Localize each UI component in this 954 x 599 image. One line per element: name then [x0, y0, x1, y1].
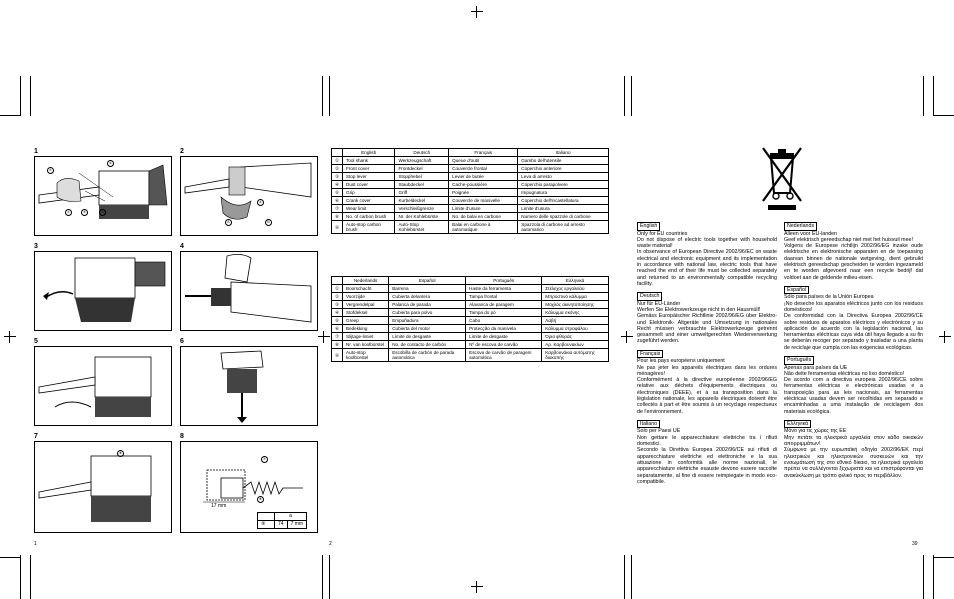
table-cell: Αρ. Καρβουνακίων: [542, 341, 609, 349]
language-heading: Español: [784, 286, 809, 295]
part-number: ①: [332, 157, 343, 165]
part-number: ③: [332, 301, 343, 309]
registration-cross: [621, 331, 633, 343]
table-cell: Coperchio dell'incastellatura: [518, 197, 609, 205]
table-cell: Καρβουνάκια αυτόματης διακοπής: [542, 349, 609, 362]
table-cell: Palanca de parada: [389, 301, 466, 309]
weee-section: [784, 420, 923, 479]
weee-text: Non gettare le apparecchiature elettriche tra i rifiuti domestici.: [637, 434, 777, 448]
weee-text: Gemäss Europäischer Richtlinie 2002/96/EG über Elektro- und Elektronik- Altgeräte und Umsetzung in nationales Recht müssen verbrauchte Elektrowerkzeuge getrennt gesammelt und einer umweltgerechten Wiederverwertung zugeführt werden.: [637, 313, 777, 345]
weee-bin-icon: [760, 145, 804, 211]
page-number-center: 2: [329, 541, 332, 547]
crop-mark: [329, 76, 330, 116]
part-number: ⑤: [332, 317, 343, 325]
table-cell: Front cover: [343, 165, 395, 173]
language-heading: Nederlands: [784, 222, 817, 231]
table-cell: Tampa do pó: [466, 309, 542, 317]
table-cell: Auto-stop carbon brush: [343, 221, 395, 234]
table-header-cell: Ελληνικά: [542, 277, 609, 285]
part-number: ②: [332, 165, 343, 173]
table-row: [332, 285, 609, 293]
weee-section: [637, 350, 777, 415]
weee-text: Geef elektrisch gereedschap niet met het huisvuil mee!: [784, 236, 913, 243]
table-cell: Leva di arresto: [518, 173, 609, 181]
table-row: [332, 349, 609, 362]
table-cell: Boorschacht: [343, 285, 389, 293]
table-cell: Escobilla de carbón de parada automática: [389, 349, 466, 362]
crop-mark: [0, 115, 21, 116]
callout-3: ③: [82, 210, 87, 214]
table-row: [332, 181, 609, 189]
table-cell: Escova de carvão de paragem automática: [466, 349, 542, 362]
weee-column-left: [637, 222, 777, 490]
table-row: [332, 333, 609, 341]
table-header-cell: [332, 277, 343, 285]
table-cell: Cubierta del motor: [389, 325, 466, 333]
language-heading: English: [637, 222, 660, 231]
table-cell: No. de contacto de carbón: [389, 341, 466, 349]
table-row: [332, 165, 609, 173]
language-heading: Ελληνικά: [784, 420, 811, 429]
weee-text: Nur für EU-Länder: [637, 300, 681, 307]
table-cell: Protecção da manivela: [466, 325, 542, 333]
table-row: [332, 173, 609, 181]
weee-section: [637, 222, 777, 287]
table-cell: Auto-stop koolborstel: [343, 349, 389, 362]
hammer-illustration: [35, 252, 171, 330]
figure-number: 8: [180, 433, 184, 440]
figure-7: [34, 441, 172, 533]
table-cell: Couvercle frontal: [449, 165, 518, 173]
figure-number: 3: [34, 243, 38, 250]
callout-8: ⑧: [258, 497, 263, 501]
table-cell: Cubierta para polvo: [389, 309, 466, 317]
weee-text: Μόνο για τις χώρες της ΕΕ: [784, 428, 847, 435]
weee-text: Conformément à la directive européenne 2002/96/EG relative aux déchets d'équipements électriques ou électroniques (DEEE), et à sa transposition dans la législation nationale, les appareils électriques doivent être collectés à part et être soumis à un recyclage respectueux de l'environnement.: [637, 377, 777, 415]
weee-text: Secondo la Direttiva Europea 2002/96/CE sui rifiuti di apparecchiature elettriche ed elettroniche e la sua attuazione in conformità alle norme nazionali, le apparecchiature elettriche esauste devono essere raccolte separatamente, al fine di essere reimpiegate in modo eco-compatibile.: [637, 447, 777, 485]
table-row: [332, 341, 609, 349]
table-cell: Coperchio parapolvere: [518, 181, 609, 189]
page-number-left: 1: [34, 541, 37, 547]
crop-mark: [30, 76, 31, 116]
table-cell: Wear limit: [343, 205, 395, 213]
table-cell: Όριο φθοράς: [542, 333, 609, 341]
table-cell: Voorzijde: [343, 293, 389, 301]
crop-mark: [933, 557, 954, 558]
registration-cross: [939, 331, 951, 343]
table-cell: Coperchio anteriore: [518, 165, 609, 173]
table-cell: Griff: [395, 189, 449, 197]
hammer-illustration: [181, 157, 317, 235]
table-header-cell: Nederlands: [343, 277, 389, 285]
table-cell: Levier de butée: [449, 173, 518, 181]
crop-mark: [624, 555, 625, 599]
weee-section: [784, 222, 923, 281]
callout-4: ④: [48, 168, 53, 172]
table-cell: Dust cover: [343, 181, 395, 189]
crop-mark: [933, 115, 954, 116]
registration-cross: [4, 331, 16, 343]
table-cell: Staubdeckel: [395, 181, 449, 189]
hammer-illustration: [35, 347, 171, 425]
registration-cross: [471, 581, 483, 593]
figure-5: [34, 346, 172, 426]
table-cell: Impugnatura: [518, 189, 609, 197]
table-cell: Tool shank: [343, 157, 395, 165]
table-cell: Queue d'outil: [449, 157, 518, 165]
table-cell: Stop lever: [343, 173, 395, 181]
table-cell: [258, 513, 275, 521]
weee-section: [637, 292, 777, 345]
part-number: ⑨: [332, 349, 343, 362]
crop-mark: [624, 76, 625, 116]
table-cell: Grip: [343, 189, 395, 197]
language-heading: Deutsch: [637, 292, 662, 301]
table-cell: Haste da ferramenta: [466, 285, 542, 293]
figure-number: 1: [34, 148, 38, 155]
part-number: ⑦: [332, 333, 343, 341]
table-cell: Stopphebel: [395, 173, 449, 181]
part-number: ⑨: [332, 221, 343, 234]
callout-7: ⑦: [262, 457, 267, 461]
table-header-cell: Italiano: [518, 149, 609, 157]
figure-number: 5: [34, 338, 38, 345]
crop-mark: [923, 76, 924, 116]
table-row: [332, 309, 609, 317]
figure-number: 6: [180, 338, 184, 345]
registration-cross: [471, 6, 483, 18]
weee-text: De conformidad con la Directiva Europea 2002/96/CE sobre residuos de aparatos eléctricos y electrónicos y su aplicación de acuerdo con la legislación nacional, las herramientas eléctricas cuya vida útil haya llegado a su fin se deberán recoger por separado y trasladar a una planta de reciclaje que cumpla con las exigencias ecológicas.: [784, 313, 923, 351]
figure-2: [180, 156, 318, 236]
table-header-cell: Deutsch: [395, 149, 449, 157]
callout-5: ⑤: [258, 200, 263, 204]
table-cell: Limite d'usure: [449, 205, 518, 213]
callout-b: B: [265, 219, 272, 226]
table-row: [332, 293, 609, 301]
table-cell: Poignée: [449, 189, 518, 197]
crop-mark: [631, 555, 632, 599]
part-number: ③: [332, 173, 343, 181]
hammer-illustration: [35, 442, 171, 532]
table-cell: Μπροστινό κάλυμμα: [542, 293, 609, 301]
table-cell: Στέλεχος εργαλείου: [542, 285, 609, 293]
table-row: [332, 213, 609, 221]
figure-number: 4: [180, 243, 184, 250]
hammer-illustration: [181, 347, 317, 425]
table-cell: Nr. der Kohlebürste: [395, 213, 449, 221]
weee-text: De acordo com a directiva europeia 2002/96/CE sobre ferramentas eléctricas e electrónicas usadas e a transposição para as leis nacionais, as ferramentas eléctricas usadas devem ser recolhidas em separado e encaminhadas a uma instalação de reciclagem dos materiais ecológica.: [784, 377, 923, 415]
callout-a: A: [99, 209, 106, 216]
part-number: ⑥: [332, 325, 343, 333]
table-cell: Kurbeldeckel: [395, 197, 449, 205]
crop-mark: [322, 76, 323, 116]
table-cell: Couvercle de manivelle: [449, 197, 518, 205]
table-cell: Κάλυμμα σκόνης: [542, 309, 609, 317]
table-cell: Límite de desgaste: [389, 333, 466, 341]
callout-2: ②: [108, 161, 113, 165]
table-header-cell: Português: [466, 277, 542, 285]
weee-section: [637, 420, 777, 485]
weee-text: Μην πετάτε τα ηλεκτρικά εργαλεία στον κάδο οικιακών απορριμμάτων!: [784, 434, 923, 448]
crop-mark: [933, 76, 934, 116]
table-row: [332, 325, 609, 333]
figure-3: [34, 251, 172, 331]
table-cell: Empuñadura: [389, 317, 466, 325]
crop-mark: [20, 76, 21, 116]
figure-6: [180, 346, 318, 426]
table-row: [332, 197, 609, 205]
crop-mark: [631, 76, 632, 116]
table-cell: ⑨: [258, 521, 275, 529]
table-row: [332, 301, 609, 309]
language-heading: Português: [784, 356, 814, 365]
weee-text: Apenas para países da UE: [784, 364, 848, 371]
weee-text: Werfen Sie Elektrowerkzeuge nicht in den Hausmüll!: [637, 306, 761, 313]
table-cell: Μοχλός ακινητοποίησης: [542, 301, 609, 309]
weee-section: [784, 356, 923, 415]
table-cell: Cubierta delantera: [389, 293, 466, 301]
weee-text: Only for EU countries: [637, 230, 688, 237]
registration-cross: [318, 331, 330, 343]
language-heading: Français: [637, 350, 663, 359]
crop-mark: [329, 555, 330, 599]
table-cell: 74: [275, 521, 288, 529]
weee-text: Pour les pays européens uniquement: [637, 358, 725, 365]
figure-8: [180, 441, 318, 533]
table-row: [332, 205, 609, 213]
table-row: [332, 221, 609, 234]
table-cell: 7 mm: [287, 521, 307, 529]
table-cell: a: [275, 513, 307, 521]
table-cell: Numero delle spazzole di carbone: [518, 213, 609, 221]
table-row: [332, 189, 609, 197]
table-cell: Balai en carbone à automatique: [449, 221, 518, 234]
part-number: ②: [332, 293, 343, 301]
weee-text: Σύμφωνα με την ευρωπαϊκή οδηγία 2002/96/EK περί ηλεκτρικών και ηλεκτρονικών συσκευών και την ενσωμάτωσή της στο εθνικό δίκαιο, τα ηλεκτρικά εργαλεία πρέπει να συλλέγονται ξεχωριστά και να επιστρέφονται για ανακύκλωση με τρόπο φιλικό προς το περιβάλλον.: [784, 447, 923, 479]
table-row: [332, 317, 609, 325]
weee-text: ¡No deseche los aparatos eléctricos junto con los residuos domésticos!: [784, 300, 923, 313]
crop-mark: [20, 555, 21, 599]
crop-mark: [322, 555, 323, 599]
table-header-cell: [332, 149, 343, 157]
table-cell: Bedekking: [343, 325, 389, 333]
table-cell: Auto-Stop Kohlebürstet: [395, 221, 449, 234]
table-cell: No. de balai en carbone: [449, 213, 518, 221]
table-cell: Limite de desgaste: [466, 333, 542, 341]
parts-table-1: [331, 148, 609, 234]
callout-a: A: [225, 219, 232, 226]
table-cell: Frontdeckel: [395, 165, 449, 173]
weee-text: Solo per Paesi UE: [637, 428, 681, 435]
page-number-right: 39: [912, 541, 918, 547]
weee-text: Ne pas jeter les appareils électriques dans les ordures ménagères!: [637, 364, 777, 377]
crop-mark: [0, 557, 21, 558]
part-number: ⑧: [332, 341, 343, 349]
table-cell: Cabo: [466, 317, 542, 325]
language-heading: Italiano: [637, 420, 660, 429]
weee-section: [784, 286, 923, 351]
table-cell: Κάλυμμα στροφάλου: [542, 325, 609, 333]
figure-1: [34, 156, 172, 236]
callout-1: ①: [66, 210, 71, 214]
crop-mark: [923, 555, 924, 599]
table-cell: Limite d'usura: [518, 205, 609, 213]
part-number: ⑧: [332, 213, 343, 221]
weee-text: Do not dispose of electric tools together with household waste material!: [637, 236, 777, 250]
figure-number: 2: [180, 148, 184, 155]
weee-text: Não deite ferramentas eléctricas no lixo doméstico!: [784, 370, 905, 377]
weee-column-right: [784, 222, 923, 484]
part-number: ④: [332, 309, 343, 317]
part-number: ①: [332, 285, 343, 293]
table-cell: Stofdeksel: [343, 309, 389, 317]
table-cell: Gambo dell'utensile: [518, 157, 609, 165]
crop-mark: [30, 555, 31, 599]
callout-8: ⑧: [118, 451, 123, 455]
table-cell: Greep: [343, 317, 389, 325]
brush-size-table: [257, 512, 307, 529]
crop-mark: [933, 555, 934, 599]
table-row: [332, 157, 609, 165]
figure-4: [180, 251, 318, 331]
table-header-cell: Français: [449, 149, 518, 157]
hammer-illustration: [35, 157, 171, 235]
table-cell: Nr. van koolborstel: [343, 341, 389, 349]
dimension-label: 17 mm: [211, 503, 227, 509]
hammer-illustration: [181, 252, 317, 330]
table-cell: Cache-poussière: [449, 181, 518, 189]
table-cell: Spazzola di carbone ad arresto automatico: [518, 221, 609, 234]
table-cell: Werkzeugschaft: [395, 157, 449, 165]
weee-text: In observance of European Directive 2002/96/EC on waste electrical and electronic equipment and its implementation in accordance with national law, electric tools that have reached the end of their life must be collected separately and returned to an environmentally compatible recycling facility.: [637, 249, 777, 287]
weee-text: Volgens de Europese richtlijn 2002/96/EG inzake oude elektrische en elektronische apparaten en de toepassing daarvan binnen de nationale wetgeving, dient gebruikt elektrisch gereedschap gescheiden te worden ingezameld en te worden afgevoerd naar een recycle bedrijf dat voldoet aan de geldende milieu-eisen.: [784, 243, 923, 281]
table-cell: Crank cover: [343, 197, 395, 205]
table-cell: Barrena: [389, 285, 466, 293]
table-cell: Alavanca de paragem: [466, 301, 542, 309]
table-cell: Verschleißgrenze: [395, 205, 449, 213]
table-cell: No. of carbon brush: [343, 213, 395, 221]
table-cell: Nº de escova de carvão: [466, 341, 542, 349]
part-number: ⑤: [332, 189, 343, 197]
table-cell: Λαβή: [542, 317, 609, 325]
table-cell: Tampa frontal: [466, 293, 542, 301]
table-cell: Vergrendelpal: [343, 301, 389, 309]
parts-table-2: [331, 276, 609, 362]
figure-number: 7: [34, 433, 38, 440]
table-header-cell: English: [343, 149, 395, 157]
weee-text: Sólo para países de la Unión Europea: [784, 294, 874, 301]
table-cell: Slijtage-limiet: [343, 333, 389, 341]
part-number: ⑥: [332, 197, 343, 205]
part-number: ④: [332, 181, 343, 189]
table-header-cell: Español: [389, 277, 466, 285]
weee-text: Alleen voor EU-landen: [784, 230, 837, 237]
part-number: ⑦: [332, 205, 343, 213]
